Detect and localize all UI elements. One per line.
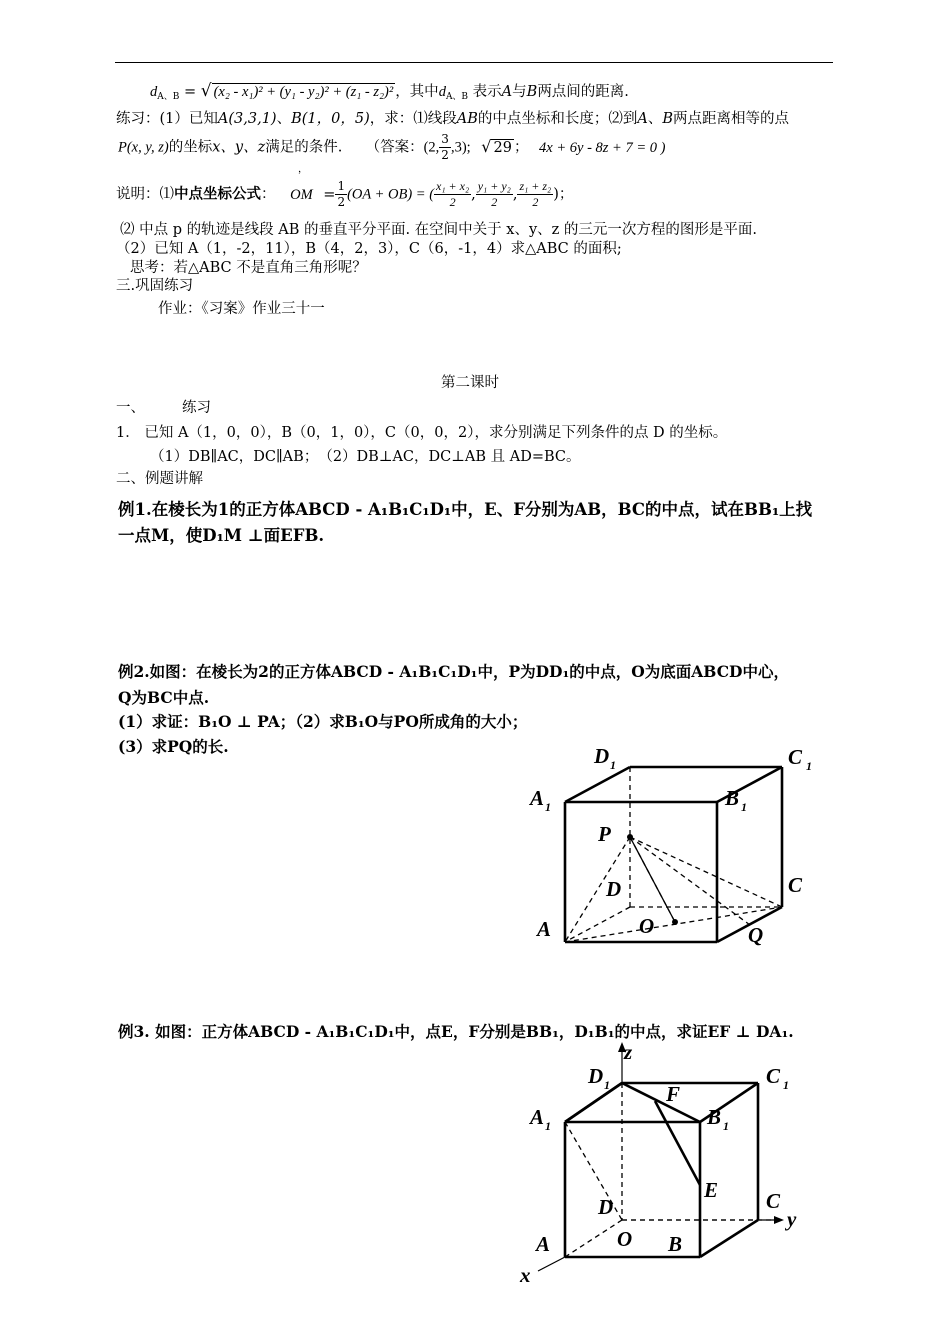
cube-figure-1 [520, 740, 830, 955]
distance-formula-line: $d_{A、B}$ = √ (x₂ - x₁)² + (y₁ - y₂)² + (z₁ - z₂)² ，其中$d_{A、B}$ 表示A与B两点间的距离. [150, 81, 629, 102]
section-1-num: 一、 [116, 400, 145, 416]
label-p: P [598, 822, 611, 846]
label-o: O [617, 1227, 633, 1251]
explain-line-1: 说明：⑴中点坐标公式： OM = $\frac{1}{2}$ (OA + OB) = ( $\frac{\text{x₁ + x₂}}{2}$ , $\frac{\text{y₁ + y₂}}{2}$ , $\frac{\text{z₁ + z₂}}{2}$ )； [116, 179, 574, 209]
label-sub: 1 [741, 800, 747, 814]
label-c: C [788, 873, 803, 897]
lesson-2-title: 第二课时 [441, 375, 499, 391]
label-o: O [639, 914, 655, 938]
label-sub: 1 [604, 1078, 610, 1092]
label-sub: 1 [610, 758, 616, 772]
label-c1: C [766, 1064, 781, 1088]
label-a1: A [530, 1105, 545, 1129]
example-1-line-1: 例1.在棱长为1的正方体ABCD - A₁B₁C₁D₁中，E、F分别为AB，BC的中点，试在BB₁上找 [118, 500, 813, 519]
top-rule [115, 62, 833, 63]
label-z: z [624, 1040, 633, 1064]
explain-line-2: ⑵ 中点 p 的轨迹是线段 AB 的垂直平分平面. 在空间中关于 x、y、z 的三元一次方程的图形是平面. [120, 222, 758, 238]
example-1-line-2: 一点M，使D₁M ⊥面EFB. [118, 526, 325, 545]
label-q: Q [748, 923, 764, 947]
practice-line-2: P(x, y, z)的坐标x、y、z满足的条件. （答案：(2, $\frac{3}{2}$ ,3); √ 29 ； 4x + 6y - 8z + 7 = 0 ) [118, 132, 666, 162]
label-d1: D [588, 1064, 604, 1088]
label-a1: A [530, 786, 545, 810]
example-2-line-4: (3）求PQ的长. [118, 737, 229, 756]
question-1-sub: （1）DB∥AC，DC∥AB； （2）DB⊥AC，DC⊥AB 且 AD=BC。 [150, 449, 581, 465]
label-f: F [666, 1082, 681, 1106]
example-3-line-1: 例3. 如图：正方体ABCD - A₁B₁C₁D₁中，点E，F分别是BB₁，D₁B₁的中点，求证EF ⊥ DA₁. [118, 1022, 794, 1041]
label-x: x [520, 1263, 531, 1287]
label-a: A [537, 917, 552, 941]
label-c: C [766, 1189, 781, 1213]
label-sub: 1 [545, 800, 551, 814]
explain-line-3: （2）已知 A（1，-2，11），B（4，2，3），C（6，-1，4）求△ABC 的面积; [116, 241, 622, 257]
label-b1: B [725, 786, 740, 810]
label-sub: 1 [806, 759, 812, 773]
example-2-line-3: (1）求证：B₁O ⊥ PA；（2）求B₁O与PO所成角的大小； [118, 712, 528, 731]
label-e: E [704, 1178, 719, 1202]
label-d: D [606, 877, 622, 901]
point-p-dot [627, 834, 633, 840]
label-y: y [787, 1207, 797, 1231]
label-d1: D [594, 744, 610, 768]
question-1: 1． 已知 A（1，0，0），B（0，1，0），C（0，0，2），求分别满足下列条件的点 D 的坐标。 [116, 425, 728, 441]
cube-figure-2 [510, 1040, 830, 1288]
example-2-line-2: Q为BC中点. [118, 688, 210, 707]
practice-line-1: 练习：(1）已知A(3,3,1)、B(1，0，5)，求：⑴线段AB的中点坐标和长度；⑵到A、B两点距离相等的点 [116, 111, 790, 127]
label-sub: 1 [723, 1119, 729, 1133]
label-b: B [668, 1232, 683, 1256]
stray-comma: ， [298, 164, 308, 175]
explain-line-4: 思考：若△ABC 不是直角三角形呢？ [130, 260, 367, 276]
example-2-line-1: 例2.如图：在棱长为2的正方体ABCD - A₁B₁C₁D₁中，P为DD₁的中点，O为底面ABCD中心， [118, 662, 789, 681]
label-d: D [598, 1195, 614, 1219]
label-b1: B [707, 1105, 722, 1129]
label-a: A [536, 1232, 551, 1256]
label-sub: 1 [783, 1078, 789, 1092]
section-2-title: 二、例题讲解 [116, 471, 203, 487]
distance-formula: (x₂ - x₁)² + (y₁ - y₂)² + (z₁ - z₂)² [213, 84, 394, 100]
point-o-dot [672, 919, 678, 925]
homework: 作业：《习案》作业三十一 [158, 301, 325, 317]
label-sub: 1 [545, 1119, 551, 1133]
section-3-title: 三.巩固练习 [116, 278, 194, 294]
section-1-title: 练习 [182, 400, 211, 416]
label-c1: C [788, 745, 803, 769]
